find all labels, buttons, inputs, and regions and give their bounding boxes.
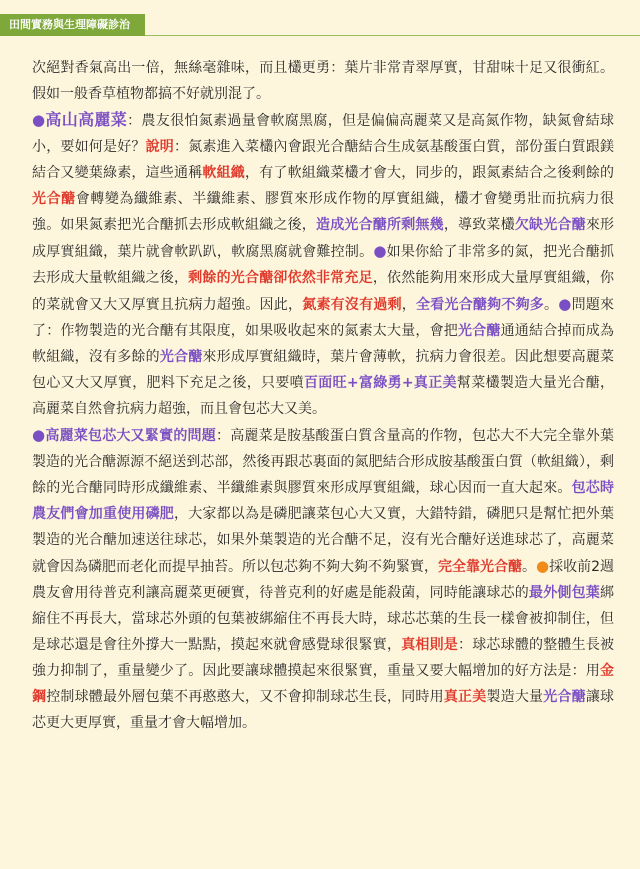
explain-label: 說明 (145, 139, 175, 155)
article-body (32, 55, 614, 736)
highlight-lack-sugar: 欠缺光合醣 (514, 217, 586, 233)
text-segment: 製造大量 (486, 689, 544, 705)
text-segment: 會轉變為纖維素、半纖維素、膠質來形成作物的厚實組織，欉才會變勇壯而抗病力很強。如果氮素把光合醣抓去形成軟組織之後， (32, 191, 615, 233)
text-segment: 如果你給了非常多的氮，把光合醣抓去形成大量軟組織之後， (32, 244, 614, 286)
bullet-icon: ● (373, 242, 387, 260)
highlight-jingang: 金鋼 (32, 663, 614, 705)
text-segment: 通通結合掉而成為軟組織，沒有多餘的 (32, 323, 615, 365)
paragraph-intro (32, 55, 614, 107)
highlight-photosugar: 光合醣 (458, 323, 501, 339)
highlight-rely-sugar: 完全靠光合醣 (438, 559, 522, 575)
section-header (0, 14, 145, 36)
highlight-check-sugar: 全看光合醣夠不夠多 (416, 297, 545, 313)
paragraph-highland-cabbage (32, 107, 614, 422)
text-segment: ：高麗菜是胺基酸蛋白質含量高的作物，包芯大不大完全靠外葉製造的光合醣源源不絕送到芯部，然後再跟芯裏面的氮肥結合形成胺基酸蛋白質（軟組織），剩餘的光合醣同時形成纖維素、半纖維素與膠質來形成厚實組織，球心因而一直大起來。 (32, 428, 614, 496)
text-segment: ，依然能夠用來形成大量厚實組織，你的菜就會又大又厚實且抗病力超強。因此， (32, 270, 615, 313)
bullet-icon: ● (32, 426, 46, 444)
text-segment: 次絕對香氣高出一倍，無絲毫雜味，而且欉更勇：葉片非常青翠厚實，甘甜味十足又很衝紅。假如一般香草植物都搞不好就別混了。 (32, 60, 614, 102)
highlight-zhenzhengmei: 真正美 (443, 689, 487, 705)
bullet-icon: ● (32, 111, 46, 129)
text-segment: 控制球體最外層包葉不再憨憨大，又不會抑制球芯生長，同時用 (46, 689, 444, 705)
header-divider (145, 35, 640, 36)
highlight-photosugar: 光合醣 (32, 191, 76, 207)
highlight-sugar-depleted: 造成光合醣所剩無幾 (316, 217, 444, 233)
text-segment: 採收前2週農友會用待普克利讓高麗菜更硬實，待普克利的好處是能殺菌，同時能讓球芯的 (32, 559, 615, 601)
bullet-icon: ● (558, 295, 572, 313)
text-segment: 綁縮住不再長大，當球芯外頭的包葉被綁縮住不再長大時，球芯芯葉的生長一樣會被抑制住，但是球芯還是會往外撐大一點點，摸起來就會感覺球很緊實， (32, 585, 614, 653)
text-segment: ：農友很怕氮素過量會軟腐黑腐，但是偏偏高麗菜又是高氮作物，缺氮會結球小，要如何是好？ (32, 113, 614, 155)
highlight-photosugar: 光合醣 (159, 349, 203, 365)
text-segment: 幫菜欉製造大量光合醣，高麗菜自然會抗病力超強，而且會包芯大又美。 (32, 375, 615, 417)
text-segment: ，導致菜欉 (443, 217, 515, 233)
highlight-nitrogen-excess: 氮素有沒有過剩 (302, 297, 402, 313)
highlight-soft-tissue: 軟組織 (202, 165, 246, 181)
highlight-truth: 真相則是 (401, 637, 459, 653)
highlight-outer-leaf: 最外側包葉 (529, 585, 600, 601)
text-segment: ：氮素進入菜欉內會跟光合醣結合生成氨基酸蛋白質，部份蛋白質跟鎂結合又變葉綠素，這些通稱 (32, 139, 615, 181)
text-segment: ，有了軟組織菜欉才會大，同步的，跟氮素結合之後剩餘的 (245, 165, 615, 181)
text-segment: 。 (544, 297, 559, 313)
text-segment: 讓球芯更大更厚實，重量才會大幅增加。 (32, 689, 615, 731)
bullet-icon: ● (536, 557, 550, 575)
text-segment: ，大家都以為是磷肥讓菜包心大又實，大錯特錯，磷肥只是幫忙把外葉製造的光合醣加速送往球芯，如果外葉製造的光合醣不足，沒有光合醣好送進球芯了，高麗菜就會因為磷肥而老化而提早抽苔。所以包芯夠不夠大夠不夠緊實， (32, 506, 614, 575)
text-segment: 來形成厚實組織，葉片就會軟趴趴，軟腐黑腐就會難控制。 (32, 217, 615, 260)
text-segment: 來形成厚實組織時，葉片會薄軟，抗病力會很差。因此想要高麗菜包心又大又厚實，肥料下充足之後，只要噴 (32, 349, 615, 391)
text-segment: ， (401, 297, 417, 313)
highlight-remaining-sugar: 剩餘的光合醣卻依然非常充足 (188, 270, 373, 286)
text-segment: 問題來了：作物製造的光合醣有其限度，如果吸收起來的氮素太大量，會把 (32, 297, 615, 339)
highlight-products: 百面旺+富綠勇+真正美 (303, 375, 457, 391)
highlight-phosphorus: 包芯時農友們會加重使用磷肥 (32, 480, 615, 522)
text-segment: 。 (522, 559, 536, 575)
highlight-photosugar: 光合醣 (543, 689, 586, 705)
paragraph-cabbage-heading (32, 422, 614, 736)
section-title: 田間實務與生理障礙診治 (9, 18, 130, 31)
text-segment: ：球芯球體的整體生長被強力抑制了，重量變少了。因此要讓球體摸起來很緊實，重量又要大幅增加的好方法是：用 (32, 637, 615, 679)
section-heading-cabbage-heart: 高麗菜包芯大又緊實的問題 (45, 428, 216, 444)
section-heading-highland-cabbage: 高山高麗菜 (45, 110, 128, 129)
